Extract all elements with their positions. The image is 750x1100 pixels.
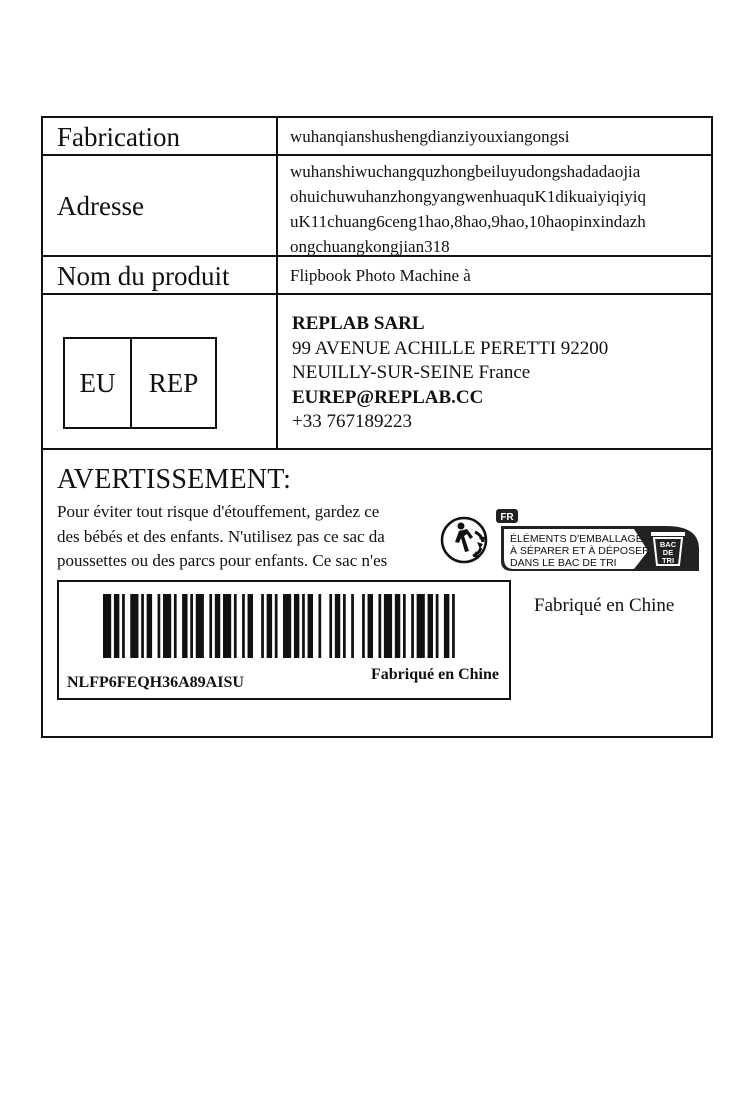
svg-text:BAC: BAC	[659, 540, 677, 549]
representative-info	[292, 312, 608, 435]
barcode-bar	[103, 594, 111, 658]
barcode-bar	[147, 594, 152, 658]
address-line: ongchuangkongjian318	[290, 237, 450, 256]
barcode-bar	[308, 594, 313, 658]
barcode-bar	[130, 594, 138, 658]
barcode-bar	[384, 594, 392, 658]
barcode-bar	[395, 594, 400, 658]
product-label	[41, 116, 713, 738]
barcode-bar	[335, 594, 340, 658]
sign-line-2: À SÉPARER ET À DÉPOSER	[510, 545, 650, 557]
rep-phone: +33 767189223	[292, 411, 412, 432]
barcode-bar	[452, 594, 455, 658]
barcode-bar	[267, 594, 272, 658]
svg-text:DE: DE	[662, 548, 674, 557]
barcode-bar	[114, 594, 119, 658]
barcode-image	[103, 594, 463, 658]
barcode-bar	[261, 594, 264, 658]
barcode-made-in: Fabriqué en Chine	[370, 666, 499, 683]
warning-line: des bébés et des enfants. N'utilisez pas ce sac da	[57, 526, 385, 546]
barcode-bar	[403, 594, 406, 658]
sign-line-3: DANS LE BAC DE TRI	[510, 557, 617, 569]
barcode-bar	[190, 594, 193, 658]
rep-street: 99 AVENUE ACHILLE PERETTI 92200	[292, 337, 609, 359]
fabrication-label: Fabrication	[57, 122, 180, 152]
rep-text: REP	[148, 367, 199, 398]
product-name-row	[43, 257, 711, 295]
sorting-info-sign	[496, 509, 703, 588]
barcode-number: NLFP6FEQH36A89AISU	[67, 674, 244, 691]
warning-title: AVERTISSEMENT:	[57, 464, 292, 495]
barcode-bar	[275, 594, 278, 658]
barcode-bar	[223, 594, 231, 658]
barcode-bar	[329, 594, 332, 658]
barcode-bar	[417, 594, 425, 658]
barcode-bar	[294, 594, 299, 658]
warning-line: Pour éviter tout risque d'étouffement, gardez ce	[57, 502, 380, 521]
eu-text: EU	[65, 339, 132, 427]
barcode-bar	[141, 594, 144, 658]
address-row	[43, 156, 711, 257]
barcode-bar	[163, 594, 171, 658]
barcode-bar	[436, 594, 439, 658]
barcode-bar	[411, 594, 414, 658]
barcode-bar	[196, 594, 204, 658]
barcode-bar	[302, 594, 305, 658]
barcode-bar	[122, 594, 125, 658]
fabrication-value: wuhanqianshushengdianziyouxiangongsi	[290, 127, 570, 146]
product-name-label: Nom du produit	[57, 261, 230, 291]
eu-rep-row	[43, 295, 711, 450]
warning-text	[57, 500, 437, 576]
barcode-bar	[444, 594, 449, 658]
barcode-bar	[215, 594, 220, 658]
rep-company: REPLAB SARL	[292, 313, 425, 334]
barcode-bar	[182, 594, 187, 658]
barcode-bar	[283, 594, 291, 658]
barcode-bar	[234, 594, 237, 658]
eu-rep-symbol	[63, 337, 217, 429]
barcode-bar	[248, 594, 253, 658]
product-name-value: Flipbook Photo Machine à	[290, 266, 471, 285]
barcode-bar	[242, 594, 245, 658]
warning-line: poussettes ou des parcs pour enfants. Ce sac n'es	[57, 551, 388, 570]
address-line: uK11chuang6ceng1hao,8hao,9hao,10haopinxindazh	[290, 212, 646, 231]
barcode-bar	[209, 594, 212, 658]
sign-line-1: ÉLÉMENTS D'EMBALLAGE	[510, 533, 643, 545]
fabrication-row	[43, 118, 711, 156]
fr-badge: FR	[500, 512, 514, 523]
barcode-bar	[351, 594, 354, 658]
barcode-bar	[428, 594, 433, 658]
triman-recycling-icon	[439, 508, 503, 572]
address-label: Adresse	[57, 191, 144, 221]
rep-email: EUREP@REPLAB.CC	[292, 386, 484, 408]
barcode-bar	[368, 594, 373, 658]
address-line: ohuichuwuhanzhongyangwenhuaquK1dikuaiyiqiyiq	[290, 187, 646, 206]
address-value	[290, 159, 711, 259]
warning-section	[43, 450, 711, 740]
barcode-bar	[362, 594, 365, 658]
svg-text:TRI: TRI	[661, 556, 675, 565]
barcode-bar	[158, 594, 161, 658]
barcode-label	[57, 580, 511, 700]
barcode-bar	[318, 594, 321, 658]
barcode-bar	[343, 594, 346, 658]
made-in-china-text: Fabriqué en Chine	[534, 595, 675, 616]
rep-city: NEUILLY-SUR-SEINE France	[292, 362, 531, 383]
address-line: wuhanshiwuchangquzhongbeiluyudongshadadaojia	[290, 162, 641, 181]
barcode-bar	[174, 594, 177, 658]
barcode-bar	[378, 594, 381, 658]
